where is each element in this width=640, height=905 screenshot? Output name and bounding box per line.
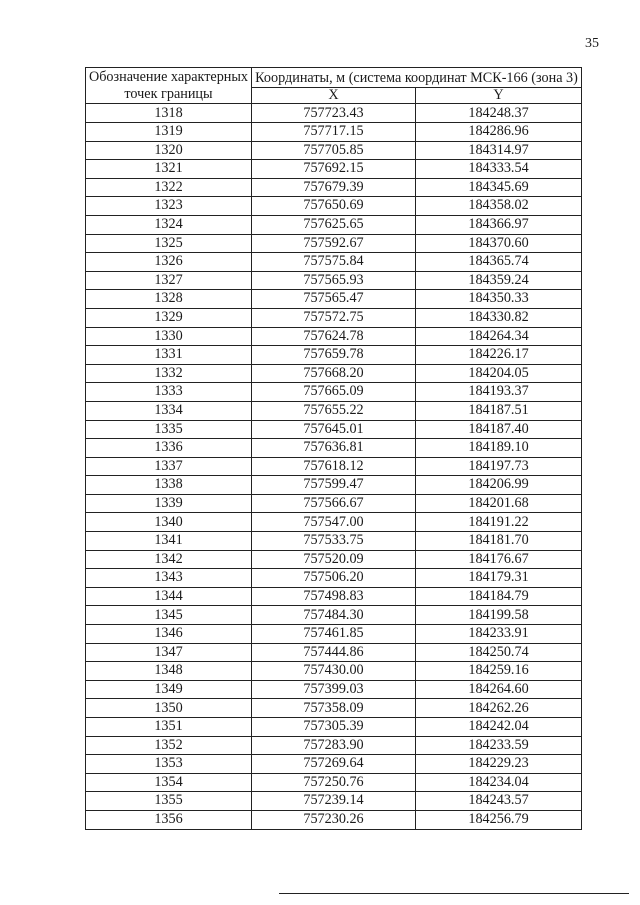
y-coordinate-cell: 184193.37 [416,383,582,402]
table-row [86,494,582,513]
x-coordinate-cell: 757566.67 [252,494,416,513]
y-coordinate-cell: 184264.60 [416,680,582,699]
table-row [86,792,582,811]
point-number-cell: 1319 [86,123,252,142]
y-coordinate-cell: 184233.59 [416,736,582,755]
point-number-cell: 1328 [86,290,252,309]
table-row [86,253,582,272]
x-coordinate-cell: 757575.84 [252,253,416,272]
x-coordinate-cell: 757659.78 [252,346,416,365]
y-coordinate-cell: 184181.70 [416,532,582,551]
x-coordinate-cell: 757599.47 [252,476,416,495]
table-row [86,215,582,234]
point-number-cell: 1338 [86,476,252,495]
point-number-cell: 1353 [86,755,252,774]
point-number-cell: 1333 [86,383,252,402]
table-row [86,364,582,383]
point-number-cell: 1325 [86,234,252,253]
table-row [86,680,582,699]
y-coordinate-cell: 184187.40 [416,420,582,439]
table-row [86,178,582,197]
table-row [86,736,582,755]
x-coordinate-cell: 757430.00 [252,662,416,681]
y-coordinate-cell: 184345.69 [416,178,582,197]
table-row [86,160,582,179]
x-coordinate-cell: 757506.20 [252,569,416,588]
x-coordinate-cell: 757625.65 [252,215,416,234]
table-row [86,104,582,123]
table-row [86,234,582,253]
x-coordinate-cell: 757717.15 [252,123,416,142]
point-number-cell: 1329 [86,308,252,327]
x-coordinate-cell: 757484.30 [252,606,416,625]
y-coordinate-cell: 184234.04 [416,773,582,792]
table-row [86,625,582,644]
table-row [86,346,582,365]
table-row [86,569,582,588]
table-row [86,773,582,792]
header-coordinates: Координаты, м (система координат МСК-166 (зона 3) [252,68,582,88]
table-row [86,123,582,142]
x-coordinate-cell: 757305.39 [252,718,416,737]
y-coordinate-cell: 184333.54 [416,160,582,179]
point-number-cell: 1342 [86,550,252,569]
x-coordinate-cell: 757230.26 [252,810,416,829]
table-row [86,141,582,160]
point-number-cell: 1355 [86,792,252,811]
point-number-cell: 1324 [86,215,252,234]
y-coordinate-cell: 184191.22 [416,513,582,532]
point-number-cell: 1331 [86,346,252,365]
y-coordinate-cell: 184242.04 [416,718,582,737]
point-number-cell: 1330 [86,327,252,346]
y-coordinate-cell: 184187.51 [416,401,582,420]
x-coordinate-cell: 757547.00 [252,513,416,532]
y-coordinate-cell: 184350.33 [416,290,582,309]
x-coordinate-cell: 757668.20 [252,364,416,383]
table-row [86,290,582,309]
y-coordinate-cell: 184199.58 [416,606,582,625]
table-row [86,662,582,681]
table-row [86,718,582,737]
x-coordinate-cell: 757520.09 [252,550,416,569]
x-coordinate-cell: 757692.15 [252,160,416,179]
table-row [86,643,582,662]
x-coordinate-cell: 757650.69 [252,197,416,216]
table-row [86,513,582,532]
header-x: X [252,88,416,104]
table-row [86,271,582,290]
table-row [86,383,582,402]
x-coordinate-cell: 757618.12 [252,457,416,476]
y-coordinate-cell: 184197.73 [416,457,582,476]
x-coordinate-cell: 757645.01 [252,420,416,439]
x-coordinate-cell: 757461.85 [252,625,416,644]
x-coordinate-cell: 757533.75 [252,532,416,551]
x-coordinate-cell: 757399.03 [252,680,416,699]
y-coordinate-cell: 184179.31 [416,569,582,588]
table-row [86,606,582,625]
y-coordinate-cell: 184204.05 [416,364,582,383]
point-number-cell: 1321 [86,160,252,179]
table-row [86,755,582,774]
point-number-cell: 1347 [86,643,252,662]
y-coordinate-cell: 184286.96 [416,123,582,142]
table-row [86,457,582,476]
x-coordinate-cell: 757655.22 [252,401,416,420]
y-coordinate-cell: 184370.60 [416,234,582,253]
point-number-cell: 1323 [86,197,252,216]
y-coordinate-cell: 184184.79 [416,587,582,606]
y-coordinate-cell: 184256.79 [416,810,582,829]
point-number-cell: 1343 [86,569,252,588]
point-number-cell: 1322 [86,178,252,197]
point-number-cell: 1340 [86,513,252,532]
point-number-cell: 1320 [86,141,252,160]
x-coordinate-cell: 757723.43 [252,104,416,123]
x-coordinate-cell: 757358.09 [252,699,416,718]
x-coordinate-cell: 757283.90 [252,736,416,755]
page-number: 35 [585,36,599,51]
point-number-cell: 1332 [86,364,252,383]
point-number-cell: 1339 [86,494,252,513]
table-row [86,810,582,829]
y-coordinate-cell: 184358.02 [416,197,582,216]
y-coordinate-cell: 184243.57 [416,792,582,811]
point-number-cell: 1348 [86,662,252,681]
x-coordinate-cell: 757665.09 [252,383,416,402]
point-number-cell: 1354 [86,773,252,792]
table-row [86,308,582,327]
x-coordinate-cell: 757624.78 [252,327,416,346]
y-coordinate-cell: 184233.91 [416,625,582,644]
point-number-cell: 1327 [86,271,252,290]
point-number-cell: 1336 [86,439,252,458]
y-coordinate-cell: 184262.26 [416,699,582,718]
x-coordinate-cell: 757565.47 [252,290,416,309]
table-row [86,699,582,718]
point-number-cell: 1350 [86,699,252,718]
point-number-cell: 1341 [86,532,252,551]
x-coordinate-cell: 757565.93 [252,271,416,290]
table-row [86,197,582,216]
point-number-cell: 1346 [86,625,252,644]
y-coordinate-cell: 184314.97 [416,141,582,160]
x-coordinate-cell: 757239.14 [252,792,416,811]
y-coordinate-cell: 184250.74 [416,643,582,662]
footer-rule [279,893,629,894]
point-number-cell: 1356 [86,810,252,829]
point-number-cell: 1318 [86,104,252,123]
point-number-cell: 1326 [86,253,252,272]
table-row [86,420,582,439]
table-row [86,532,582,551]
table-row [86,587,582,606]
x-coordinate-cell: 757705.85 [252,141,416,160]
point-number-cell: 1349 [86,680,252,699]
y-coordinate-cell: 184176.67 [416,550,582,569]
table-row [86,550,582,569]
point-number-cell: 1351 [86,718,252,737]
y-coordinate-cell: 184365.74 [416,253,582,272]
y-coordinate-cell: 184206.99 [416,476,582,495]
y-coordinate-cell: 184330.82 [416,308,582,327]
table-row [86,439,582,458]
point-number-cell: 1337 [86,457,252,476]
x-coordinate-cell: 757636.81 [252,439,416,458]
coordinates-table [85,67,582,830]
y-coordinate-cell: 184189.10 [416,439,582,458]
point-number-cell: 1335 [86,420,252,439]
x-coordinate-cell: 757444.86 [252,643,416,662]
x-coordinate-cell: 757250.76 [252,773,416,792]
y-coordinate-cell: 184226.17 [416,346,582,365]
y-coordinate-cell: 184359.24 [416,271,582,290]
point-number-cell: 1345 [86,606,252,625]
x-coordinate-cell: 757592.67 [252,234,416,253]
x-coordinate-cell: 757498.83 [252,587,416,606]
table-row [86,476,582,495]
x-coordinate-cell: 757269.64 [252,755,416,774]
y-coordinate-cell: 184201.68 [416,494,582,513]
x-coordinate-cell: 757572.75 [252,308,416,327]
y-coordinate-cell: 184229.23 [416,755,582,774]
point-number-cell: 1352 [86,736,252,755]
point-number-cell: 1344 [86,587,252,606]
header-y: Y [416,88,582,104]
y-coordinate-cell: 184366.97 [416,215,582,234]
y-coordinate-cell: 184248.37 [416,104,582,123]
y-coordinate-cell: 184259.16 [416,662,582,681]
header-designation: Обозначение характерных точек границы [86,68,252,104]
table-row [86,327,582,346]
y-coordinate-cell: 184264.34 [416,327,582,346]
table-body [86,104,582,829]
x-coordinate-cell: 757679.39 [252,178,416,197]
point-number-cell: 1334 [86,401,252,420]
table-row [86,401,582,420]
